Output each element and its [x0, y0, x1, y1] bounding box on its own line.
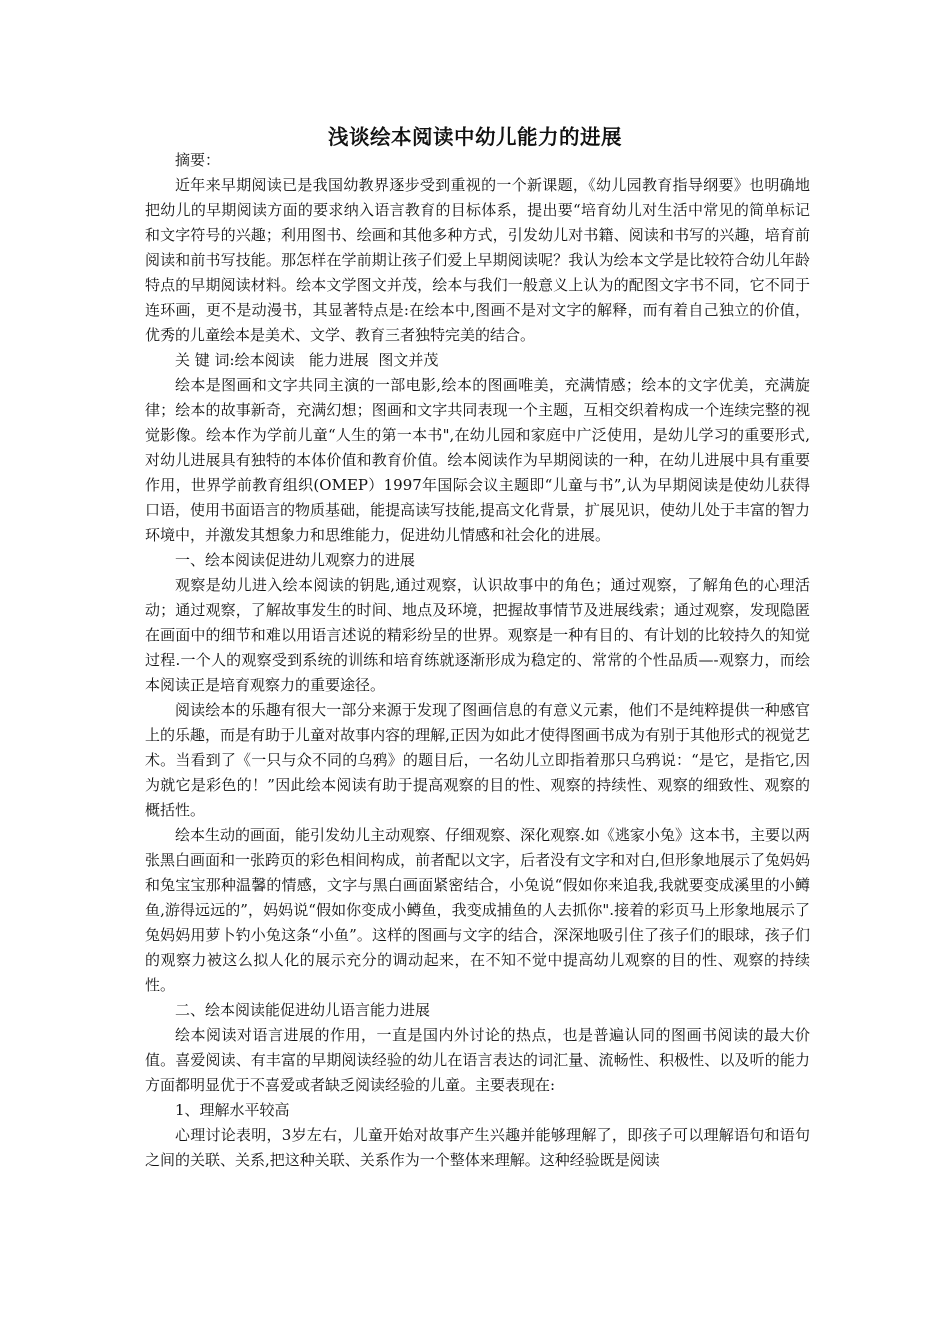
document-body	[145, 148, 810, 1173]
section1-paragraph-1: 观察是幼儿进入绘本阅读的钥匙,通过观察，认识故事中的角色；通过观察，了解角色的心理活动；通过观察，了解故事发生的时间、地点及环境，把握故事情节及进展线索；通过观察，发现隐匿在画面中的细节和难以用语言述说的精彩纷呈的世界。观察是一种有目的、有计划的比较持久的知觉过程.一个人的观察受到系统的训练和培育练就逐渐形成为稳定的、常常的个性品质—-观察力，而绘本阅读正是培育观察力的重要途径。	[145, 576, 810, 694]
section2-paragraph-1: 绘本阅读对语言进展的作用，一直是国内外讨论的热点，也是普遍认同的图画书阅读的最大价值。喜爱阅读、有丰富的早期阅读经验的幼儿在语言表达的词汇量、流畅性、积极性、以及听的能力方面都明显优于不喜爱或者缺乏阅读经验的儿童。主要表现在:	[145, 1026, 810, 1094]
section2-subheading-1: 1、理解水平较高	[175, 1101, 290, 1119]
abstract-label: 摘要：	[175, 151, 221, 169]
section2-heading: 二、绘本阅读能促进幼儿语言能力进展	[175, 1001, 431, 1019]
document-title: 浅谈绘本阅读中幼儿能力的进展	[328, 125, 622, 149]
section2-paragraph-2: 心理讨论表明，3岁左右，儿童开始对故事产生兴趣并能够理解了，即孩子可以理解语句和语句之间的关联、关系,把这种关联、关系作为一个整体来理解。这种经验既是阅读	[145, 1126, 810, 1169]
section1-paragraph-2: 阅读绘本的乐趣有很大一部分来源于发现了图画信息的有意义元素，他们不是纯粹提供一种感官上的乐趣，而是有助于儿童对故事内容的理解,正因为如此才使得图画书成为有别于其他形式的视觉艺术。当看到了《一只与众不同的乌鸦》的题目后，一名幼儿立即指着那只乌鸦说：“是它，是指它,因为就它是彩色的！”因此绘本阅读有助于提高观察的目的性、观察的持续性、观察的细致性、观察的概括性。	[145, 701, 810, 819]
abstract-paragraph: 近年来早期阅读已是我国幼教界逐步受到重视的一个新课题，《幼儿园教育指导纲要》也明确地把幼儿的早期阅读方面的要求纳入语言教育的目标体系，提出要“培育幼儿对生活中常见的简单标记和文字符号的兴趣；利用图书、绘画和其他多种方式，引发幼儿对书籍、阅读和书写的兴趣，培育前阅读和前书写技能。那怎样在学前期让孩子们爱上早期阅读呢？我认为绘本文学是比较符合幼儿年龄特点的早期阅读材料。绘本文学图文并茂，绘本与我们一般意义上认为的配图文字书不同，它不同于连环画，更不是动漫书，其显著特点是:在绘本中,图画不是对文字的解释，而有着自己独立的价值，优秀的儿童绘本是美术、文学、教育三者独特完美的结合。	[145, 176, 810, 344]
section1-paragraph-3: 绘本生动的画面，能引发幼儿主动观察、仔细观察、深化观察.如《逃家小兔》这本书，主要以两张黑白画面和一张跨页的彩色相间构成，前者配以文字，后者没有文字和对白,但形象地展示了兔妈妈和兔宝宝那种温馨的情感，文字与黑白画面紧密结合，小兔说“假如你来追我,我就要变成溪里的小鳟鱼,游得远远的”，妈妈说“假如你变成小鳟鱼，我变成捕鱼的人去抓你".接着的彩页马上形象地展示了兔妈妈用萝卜钓小兔这条“小鱼”。这样的图画与文字的结合，深深地吸引住了孩子们的眼球，孩子们的观察力被这么拟人化的展示充分的调动起来，在不知不觉中提高幼儿观察的目的性、观察的持续性。	[145, 826, 810, 994]
intro-paragraph: 绘本是图画和文字共同主演的一部电影,绘本的图画唯美，充满情感；绘本的文字优美，充满旋律；绘本的故事新奇，充满幻想；图画和文字共同表现一个主题，互相交织着构成一个连续完整的视觉影像。绘本作为学前儿童“人生的第一本书",在幼儿园和家庭中广泛使用，是幼儿学习的重要形式,对幼儿进展具有独特的本体价值和教育价值。绘本阅读作为早期阅读的一种，在幼儿进展中具有重要作用，世界学前教育组织(OMEP）1997年国际会议主题即“儿童与书”,认为早期阅读是使幼儿获得口语，使用书面语言的物质基础，能提高读写技能,提高文化背景，扩展见识，使幼儿处于丰富的智力环境中，并激发其想象力和思维能力，促进幼儿情感和社会化的进展。	[145, 376, 810, 544]
keywords-line: 关 键 词:绘本阅读 能力进展 图文并茂	[175, 351, 439, 369]
section1-heading: 一、绘本阅读促进幼儿观察力的进展	[175, 551, 416, 569]
